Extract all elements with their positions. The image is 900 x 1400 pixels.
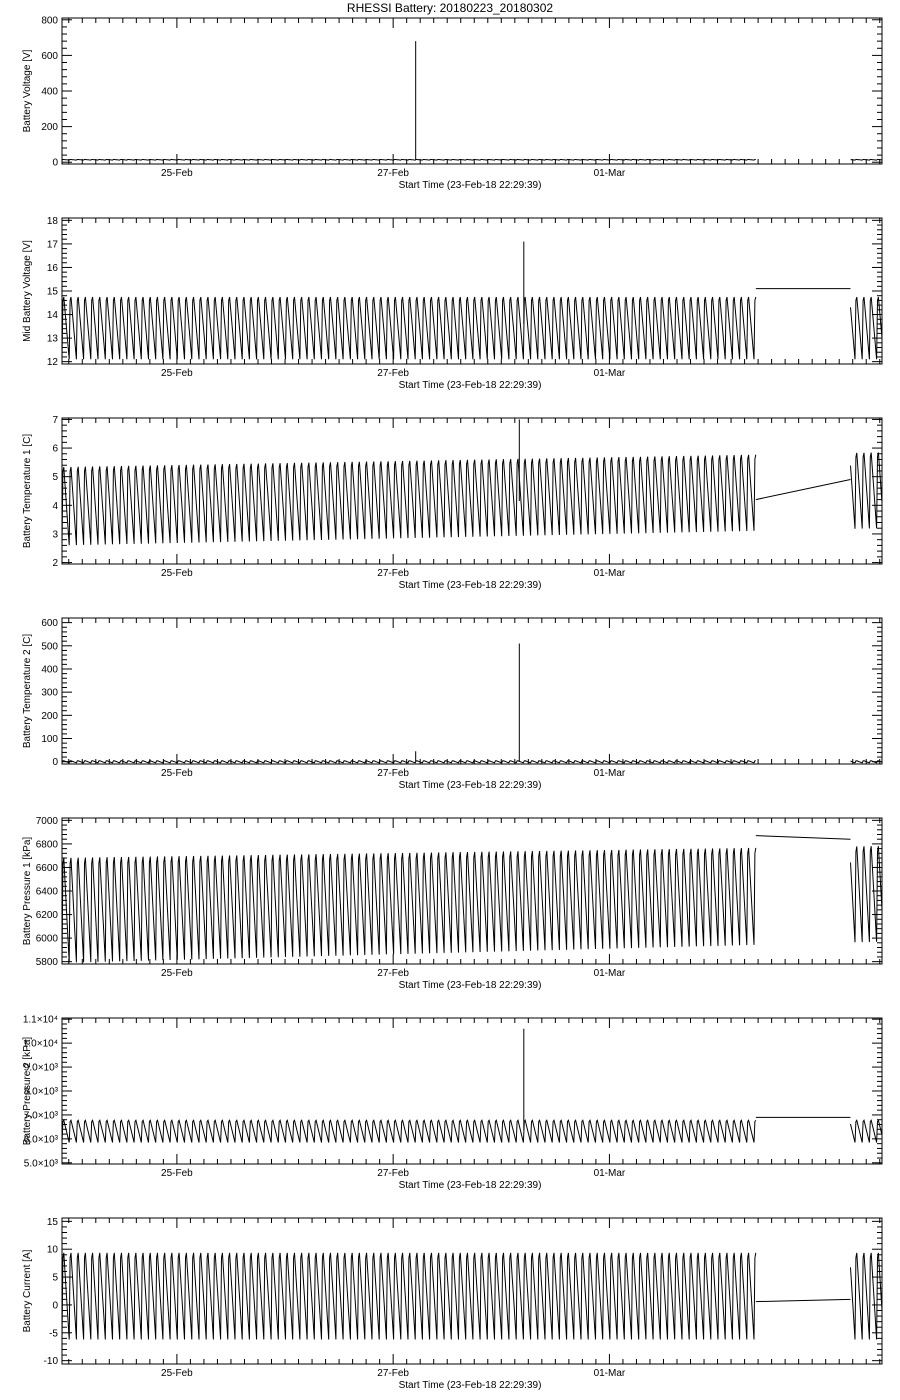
y-tick-label: 3 (52, 529, 58, 541)
y-axis-label: Battery Current [A] (22, 1249, 33, 1333)
panel-6 (22, 1015, 882, 1191)
panels (22, 15, 882, 1391)
series-line (62, 297, 882, 359)
y-tick-label: 6.0×10³ (23, 1134, 58, 1146)
y-tick-label: 100 (41, 734, 58, 746)
x-tick-label: 01-Mar (593, 968, 626, 979)
series-line (62, 761, 882, 763)
y-tick-label: 800 (41, 15, 58, 27)
y-tick-label: 7 (52, 414, 58, 426)
y-tick-label: 12 (46, 357, 58, 369)
x-tick-label: 27-Feb (377, 968, 409, 979)
y-tick-label: 0 (52, 1300, 58, 1312)
panel-5 (22, 816, 882, 991)
x-tick-label: 27-Feb (377, 1368, 409, 1379)
x-tick-label: 25-Feb (161, 1368, 193, 1379)
x-axis-label: Start Time (23-Feb-18 22:29:39) (398, 180, 542, 191)
y-tick-label: 200 (41, 710, 58, 722)
y-tick-label: 0 (52, 757, 58, 769)
y-tick-label: 5 (52, 1272, 58, 1284)
x-axis-label: Start Time (23-Feb-18 22:29:39) (398, 380, 542, 391)
y-axis-label: Battery Pressure 2 [kPa] (22, 1036, 33, 1146)
y-tick-label: 9.0×10³ (23, 1062, 58, 1074)
y-tick-label: 8.0×10³ (23, 1086, 58, 1098)
y-tick-label: 6600 (35, 862, 58, 874)
y-tick-label: 14 (46, 310, 58, 322)
x-tick-label: 01-Mar (593, 368, 626, 379)
panel-2 (22, 216, 882, 391)
y-tick-label: 6400 (35, 886, 58, 898)
y-tick-label: 6200 (35, 910, 58, 922)
y-tick-label: 1.0×10⁴ (22, 1038, 58, 1050)
plot-frame (62, 18, 882, 164)
y-axis-label: Battery Voltage [V] (22, 49, 33, 133)
x-tick-label: 25-Feb (161, 768, 193, 779)
y-tick-label: 6800 (35, 839, 58, 851)
series-line (62, 1253, 882, 1340)
y-axis-label: Battery Pressure 1 [kPa] (22, 836, 33, 946)
y-tick-label: 17 (46, 239, 58, 251)
y-tick-label: 15 (46, 286, 58, 298)
y-tick-label: 10 (46, 1244, 58, 1256)
x-tick-label: 27-Feb (377, 1168, 409, 1179)
y-tick-label: 15 (46, 1216, 58, 1228)
x-tick-label: 25-Feb (161, 368, 193, 379)
y-tick-label: 16 (46, 262, 58, 274)
y-tick-label: 6 (52, 443, 58, 455)
x-tick-label: 25-Feb (161, 1168, 193, 1179)
y-tick-label: 300 (41, 687, 58, 699)
x-tick-label: 25-Feb (161, 168, 193, 179)
x-axis-label: Start Time (23-Feb-18 22:29:39) (398, 780, 542, 791)
y-tick-label: 0 (52, 157, 58, 169)
panel-3 (22, 415, 882, 591)
x-tick-label: 01-Mar (593, 1368, 626, 1379)
y-tick-label: 400 (41, 86, 58, 98)
y-tick-label: 18 (46, 215, 58, 227)
y-axis-label: Battery Temperature 2 [C] (22, 633, 33, 749)
y-tick-label: 5800 (35, 957, 58, 969)
plot-frame (62, 618, 882, 764)
x-tick-label: 01-Mar (593, 568, 626, 579)
x-tick-label: 27-Feb (377, 568, 409, 579)
y-axis-label: Battery Temperature 1 [C] (22, 433, 33, 549)
x-tick-label: 01-Mar (593, 168, 626, 179)
series-gap-line (756, 480, 851, 500)
y-tick-label: 400 (41, 664, 58, 676)
y-tick-label: 7.0×10³ (23, 1110, 58, 1122)
x-tick-label: 01-Mar (593, 1168, 626, 1179)
x-tick-label: 25-Feb (161, 568, 193, 579)
y-tick-label: 6000 (35, 933, 58, 945)
x-axis-label: Start Time (23-Feb-18 22:29:39) (398, 980, 542, 991)
x-axis-label: Start Time (23-Feb-18 22:29:39) (398, 580, 542, 591)
series-line (62, 1120, 882, 1142)
x-axis-label: Start Time (23-Feb-18 22:29:39) (398, 1380, 542, 1391)
y-tick-label: 5 (52, 472, 58, 484)
y-tick-label: 13 (46, 333, 58, 345)
x-tick-label: 27-Feb (377, 768, 409, 779)
series-line (62, 160, 882, 161)
x-tick-label: 27-Feb (377, 368, 409, 379)
series-gap-line (756, 1299, 851, 1301)
y-tick-label: -5 (49, 1328, 58, 1340)
y-tick-label: 200 (41, 122, 58, 134)
x-tick-label: 27-Feb (377, 168, 409, 179)
x-tick-label: 01-Mar (593, 768, 626, 779)
x-axis-label: Start Time (23-Feb-18 22:29:39) (398, 1180, 542, 1191)
panel-7 (22, 1217, 882, 1391)
y-tick-label: 7000 (35, 815, 58, 827)
y-tick-label: 5.0×10³ (23, 1158, 58, 1170)
y-axis-label: Mid Battery Voltage [V] (22, 240, 33, 342)
y-tick-label: 500 (41, 641, 58, 653)
y-tick-label: 600 (41, 50, 58, 62)
y-tick-label: 600 (41, 618, 58, 630)
figure-title: RHESSI Battery: 20180223_20180302 (346, 1, 554, 15)
series-gap-line (756, 836, 851, 840)
series-line (62, 846, 882, 963)
y-tick-label: 1.1×10⁴ (22, 1014, 58, 1026)
panel-1 (22, 15, 882, 191)
y-tick-label: 4 (52, 500, 58, 512)
y-tick-label: 2 (52, 558, 58, 570)
y-tick-label: -10 (43, 1356, 58, 1368)
panel-4 (22, 618, 882, 791)
x-tick-label: 25-Feb (161, 968, 193, 979)
